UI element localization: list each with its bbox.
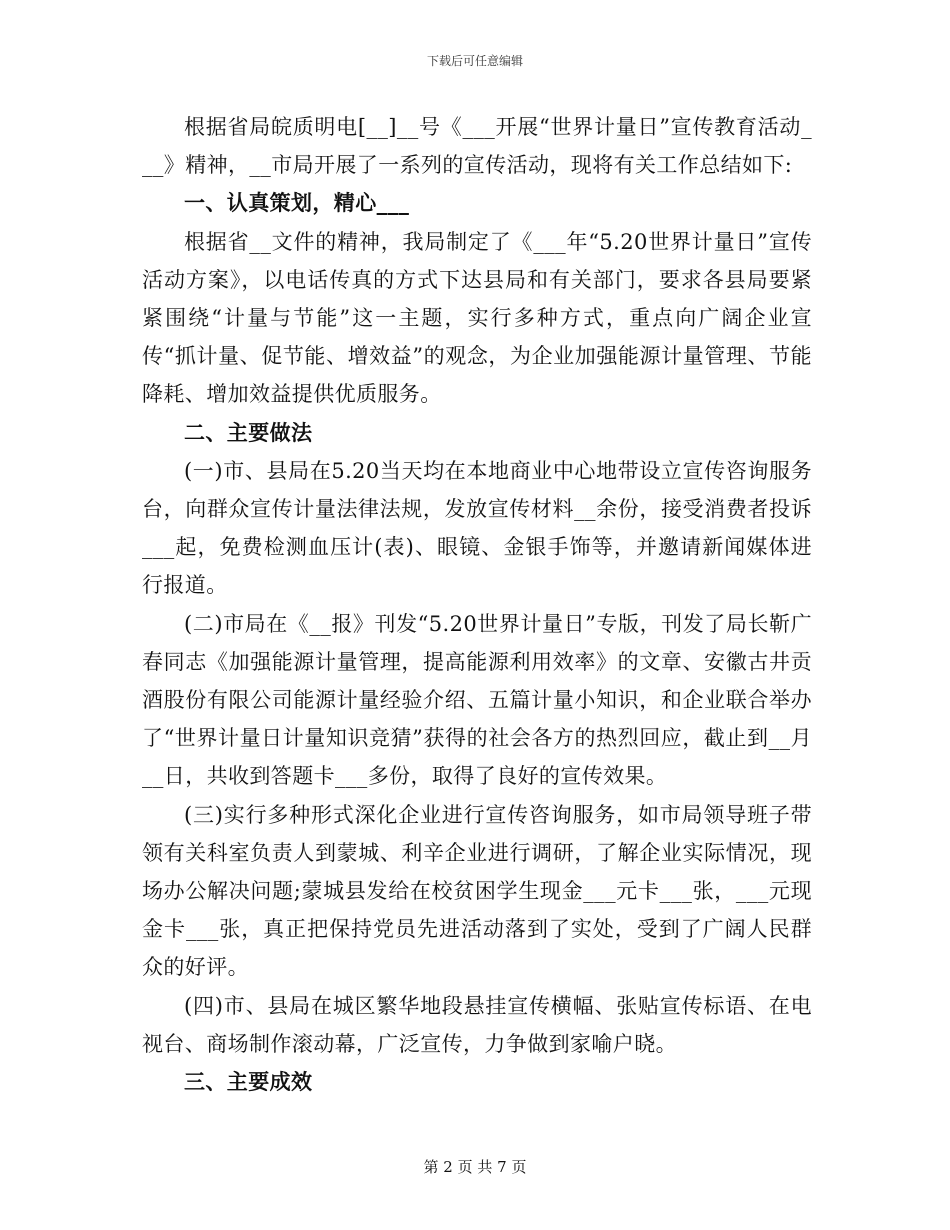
- method-item-1: (一)市、县局在5.20当天均在本地商业中心地带设立宣传咨询服务台，向群众宣传计量法律法规，发放宣传材料__余份，接受消费者投诉___起，免费检测血压计(表)、眼镜、金银手饰等，并邀请新闻媒体进行报道。: [142, 458, 812, 598]
- page-header: 下载后可任意编辑: [426, 54, 523, 68]
- section-heading-2: 二、主要做法: [184, 419, 313, 445]
- method-item-4: (四)市、县局在城区繁华地段悬挂宣传横幅、张贴宣传标语、在电视台、商场制作滚动幕，广泛宣传，力争做到家喻户晓。: [142, 993, 812, 1056]
- intro-paragraph: 根据省局皖质明电[__]__号《___开展“世界计量日”宣传教育活动___》精神，__市局开展了一系列的宣传活动，现将有关工作总结如下:: [142, 115, 812, 178]
- page-footer: 第 2 页 共 7 页: [423, 1158, 527, 1176]
- section-heading-3: 三、主要成效: [184, 1069, 313, 1095]
- method-item-2: (二)市局在《__报》刊发“5.20世界计量日”专版，刊发了局长靳广春同志《加强能源计量管理，提高能源利用效率》的文章、安徽古井贡酒股份有限公司能源计量经验介绍、五篇计量小知识，和企业联合举办了“世界计量日计量知识竞猜”获得的社会各方的热烈回应，截止到__月__日，共收到答题卡___多份，取得了良好的宣传效果。: [142, 611, 812, 789]
- method-item-3: (三)实行多种形式深化企业进行宣传咨询服务，如市局领导班子带领有关科室负责人到蒙城、利辛企业进行调研，了解企业实际情况，现场办公解决问题;蒙城县发给在校贫困学生现金___元卡___张，___元现金卡___张，真正把保持党员先进活动落到了实处，受到了广阔人民群众的好评。: [142, 802, 812, 980]
- section-heading-1: 一、认真策划，精心___: [184, 190, 410, 216]
- section-1-paragraph: 根据省__文件的精神，我局制定了《___年“5.20世界计量日”宣传活动方案》，以电话传真的方式下达县局和有关部门，要求各县局要紧紧围绕“计量与节能”这一主题，实行多种方式，重点向广阔企业宣传“抓计量、促节能、增效益”的观念，为企业加强能源计量管理、节能降耗、增加效益提供优质服务。: [142, 229, 812, 407]
- document-body: [142, 108, 812, 1101]
